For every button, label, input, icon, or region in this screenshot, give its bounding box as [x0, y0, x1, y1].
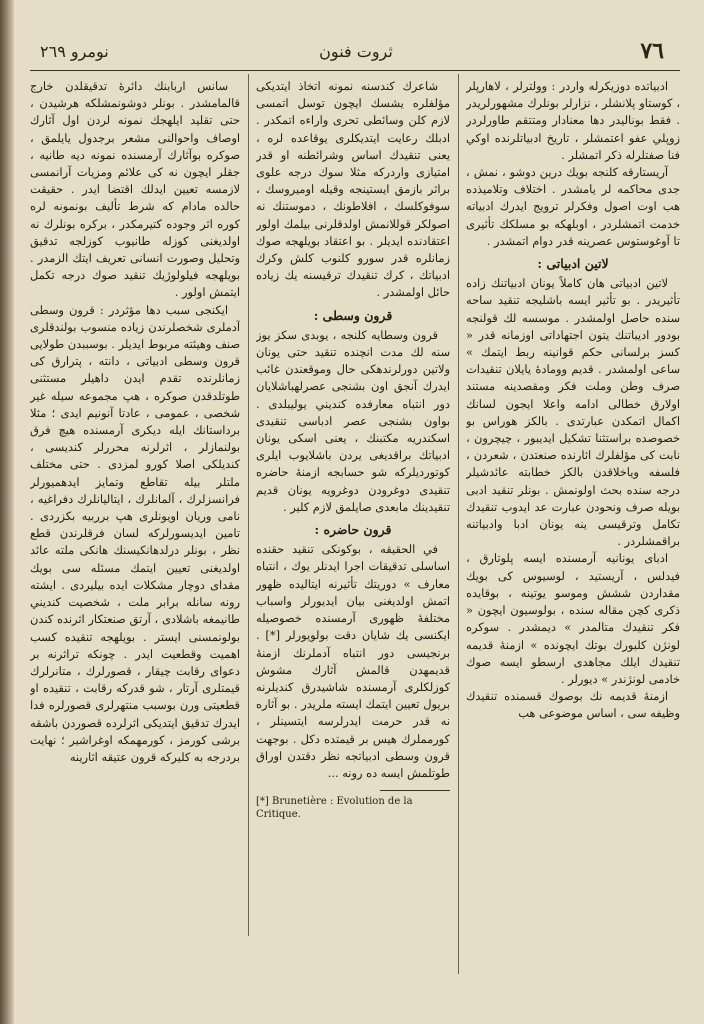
right-column — [466, 78, 680, 973]
paragraph: في الحقيقه ، بوكونكى تنقيد حقنده اساسلى تدقيقات اجرا ايدنلر يوك ، انتباه معارف » دوريتك تأثيرنه ايتاليده ظهور اتمش اولديغنى بيان ايديورلر واسباب مختلفهٔ ظهورى آرمسنده خصوصيله ايكنسى يك شايان دقت بولويورلر [*] . برنجيسى دور انتباه آدملرنك ازمنهٔ قديمهدن قالمش آثارك مشوش كوزلكلرى آرمسنده شاشيدرق كنديلرنه بريول تعيين ايتمك ايسته ملريدر . بو آثاره نه قدر حرمت ايدرلرسه ايتسينلر ، كورمملرك هيس بر قيمتده دكل . بوجهت قرون وسطى ادبياتجه نظر دقتدن اوراق طوتلمش ايسه ده رونه ... — [256, 542, 450, 780]
paragraph: ايكنجى سبب دها مؤثردر : قرون وسطى آدملرى شخصلرندن زياده منسوب بولندقلرى صنف وهيئته مربوط ايديلر . بوسببدن طولايى قرون وسطى ادبياتى ، دانته ، پترارق كى زمانلرنده تقدم ايدن داهيلر مستثنى طوتلدقدن صوكره ، هپ مجموعه سيله غير شخصى ، عمومى ، عادتا آنونيم ايدى ؛ مثلا برداستانك ايله ديكرى آرمسنده هيچ فرق بولنمازلر ، اثرلرنه محررلر كنديسى ، كنديلكى اصلا كورو لمزدى . حتى مختلف ملتلر بيله تقاطع وتمايز ايدهميورلر فرانسزلرك ، آلمانلرك ، ايتاليانلرك دفراغيه ، نامى وريان اويونلرى هپ برربيه بكزردى . تامين ايديسورلركه لسان فرقلرندن قطع نظر ، بونلر درلدهانكيسنك هانكى ملته عائد اولديغنى تعيين ايتمك مسئله سى بويك مقداى دوچار مشكلات ايده بيليردى . ايشته رونه سانله برابر ملت ، شخصيت كنديني طانيمغه باشلادى ، آرتق صنعتكار اثرنده كندن بولونمسنى ايستر . بويلهجه تنقيده كسب اهميت وقطعيت ايدر . چونكه تراثرنه بر دعواى رقابت چيقار ، قصورلرك ، متانرلرك قيمتلرى آرتار ، شو قدركه رقابت ، تنقيده او قطعيتى ورن بوسبب منتهرلرى قصورلره فدا ايدرك تدقيق ايتديكى اثرلرده قصوردن باشقه برشى كورمز ، كورمهمكه اوغراشير ؛ نهايت بردرجه به كليركه قرون عتيقه اثارينه — [30, 302, 240, 764]
paragraph: ادبياتده دوزيكرله واردر : وولترلر ، لاهارپلر ، كوستاو پلانشلر ، نزارلر بونلرك مشهورلريدر . فقط بوناليدر دها معنادار ومتتقم طاورلردر زوپلي عفو اعتمشلر ، تاريخ ادبياتلرنده اوكي فنا صفتلرله ذكر اتمشلر . — [466, 79, 680, 162]
paragraph: ازمنهٔ قديمه نك بوصوك قسمنده تنقيدك وظيفه سى ، اساس موضوعى هب — [466, 689, 680, 721]
paragraph: آريستارقه كلنجه بويك درين دوشو ، نمش ، جدى محاكمه لر يامشدر . اختلاف وتلاميذده هب اوت اصول وفكرلر ترويج ايدرك ادبياته خدمت اتمشلردر ، اوبلهكه بو مسلكك تأثيرى تا آوغوستوس عصرينه قدر دوام اتمشدر . — [466, 165, 680, 248]
paragraph: شاعرك كندسنه نمونه اتخاذ ايتديكى مؤلفلره يشسك ايچون توسل اتمسى لازم كلن وسائطى تحرى واراءه اتمكدر . ادبلك رعايت ايتديكلرى يوقاعده لره ، يعنى تنقيدك اساس وشرائطنه او قدر امتيازى واردركه مثلا سوك درجه علوى براثر بازمق ايستينجه وقيله اوميروسك ، سوفوكلسك ، افلاطونك ، دموستنك نه اصولكر قوللانمش اولدقلرنى بيلمك اولور اعتقادنده ايديلر . بو اعتقاد بويلهجه صوك زمانلره قدر سورو كلنوب كلش وكرك ادبياتك ، كرك تنقيدك ترقيسنه يك زياده حائل اولمشدر . — [256, 79, 450, 300]
middle-column — [256, 78, 450, 973]
issue-number: نومرو ٢٦٩ — [40, 42, 109, 61]
paragraph: ادباى يونانيه آرمسنده ايسه پلوتارق ، فيدلس ، آريستيد ، لوسيوس كى بويك مقداردن ششش وموسو يوتينه ، بوقايده ذكرى كچن مقاله سنده ، بولوسيون ايچون « فكر تنقيدك متالمدر » ديمشدر . سوكره لونژن كلبورك بوتك ايچونده » ازمنهٔ قديمه تنقيدك ايلك مجاهدى ارسطو ايسه صوك خادمى لونژندر » ديورلر . — [466, 551, 680, 686]
paragraph: لاتين ادبياتى هان كاملاً يونان ادبياتنك زاده تأثيريدر . بو تأثير ايسه باشليجه تنقيد ساحه سنده حاصل اولمشدر . موسسه لك قولنجه بودور اديباتنك يتون اجتهاداتى اوزمانه قدر « كسز برلسانى حكم قوانينه ربط ايتمك » ساعى اولمشدر . قديم وومادهٔ يايلان تنقيدات صرف وطن وملت فكر ومقصدينه مستند اولارق خطالى ادامه واعلا ايجون لسانك اكمال اتمكدن عبارتدى . بالكز هوراس بو خصوصده براستثنا تشكيل ايديبور ، چيچرون ، نابت كى مؤلفلرك اثارنده صنعتدن ، شعردن ، فلسفه وياخلاقدن بالكز خطابته عائدشيلر درجه سنده بحث اولونمش . بونلر تنقيد ادبى بويله صرف ونحودن عبارت عد ايدوب تنقيدك تكامل وترقيسى ينه يونان ادبا وادبياتنه براقمشلردر . — [466, 276, 680, 549]
page-header — [30, 38, 682, 68]
section-heading: لاتين ادبياتى : — [537, 256, 609, 272]
footnote-rule — [380, 790, 450, 791]
header-rule — [30, 70, 680, 71]
section-heading: قرون حاضره : — [314, 522, 392, 538]
column-divider-right — [458, 74, 459, 974]
journal-title: ثروت فنون — [319, 42, 393, 61]
paragraph: سانس اربابنك دائرهٔ تدقيقلدن خارج قالمامشدر . بونلر دوشونمشلكه هرشيدن ، حتى تقليد ايلهجك نمونه لردن اول آثارك اوصاف واحوالنى مشعر برجدول يايلمق ، صوكره بوآثارك آرمسنده نمونه ديه طانيه ، جقلر ايچون نه كى علائم ومزيات آرانمسى لازمسه تعيين ايدلك اقتضا ايدر . حقيقت حالده مادام كه شرط تأليف بونمونه لره كوره اثر وجوده كتيرمكدر ، بركره بونلرك نه اولديغنى كوزله طانيوب كوزلجه تدقيق وتحليل وصورت انسانى تعريف ايتك الزمدر . بويلهجه فيلولوژيك تنقيد صوك درجه تكمل ايتمش اولور . — [30, 79, 240, 300]
section-heading: قرون وسطى : — [313, 307, 393, 323]
column-divider-left — [248, 74, 249, 936]
paragraph: قرون وسطايه كلنجه ، يوبدى سكز يوز سنه لك مدت انچنده تنقيد حتى يونان ولاتين دورلرندهكى حال وموقعندن غائب ايدرك آنجق اون بشنجى عصرلهباشلايان دور انتباه معارفده كنديني يوليبلدى . بواون بشنجى عصر ادباسى تنقيدى اسكندريه مكتبنك ، يعنى اسكى يونان ادبياتك براقديغى يردن باشلايوب ايلرى كوتورديلركه شو حسابجه ازمنهٔ حاضره تنقيدى دوغرودن دوغرويه يونان قديم تنقيدينك مابعدى صايلمق لازم كلير . — [256, 327, 450, 514]
footnote: [*] Brunetière : Evolution de la Critique. — [256, 796, 413, 821]
book-spine — [0, 0, 14, 1024]
left-column — [30, 78, 240, 973]
page-number: ٧٦ — [640, 38, 664, 64]
